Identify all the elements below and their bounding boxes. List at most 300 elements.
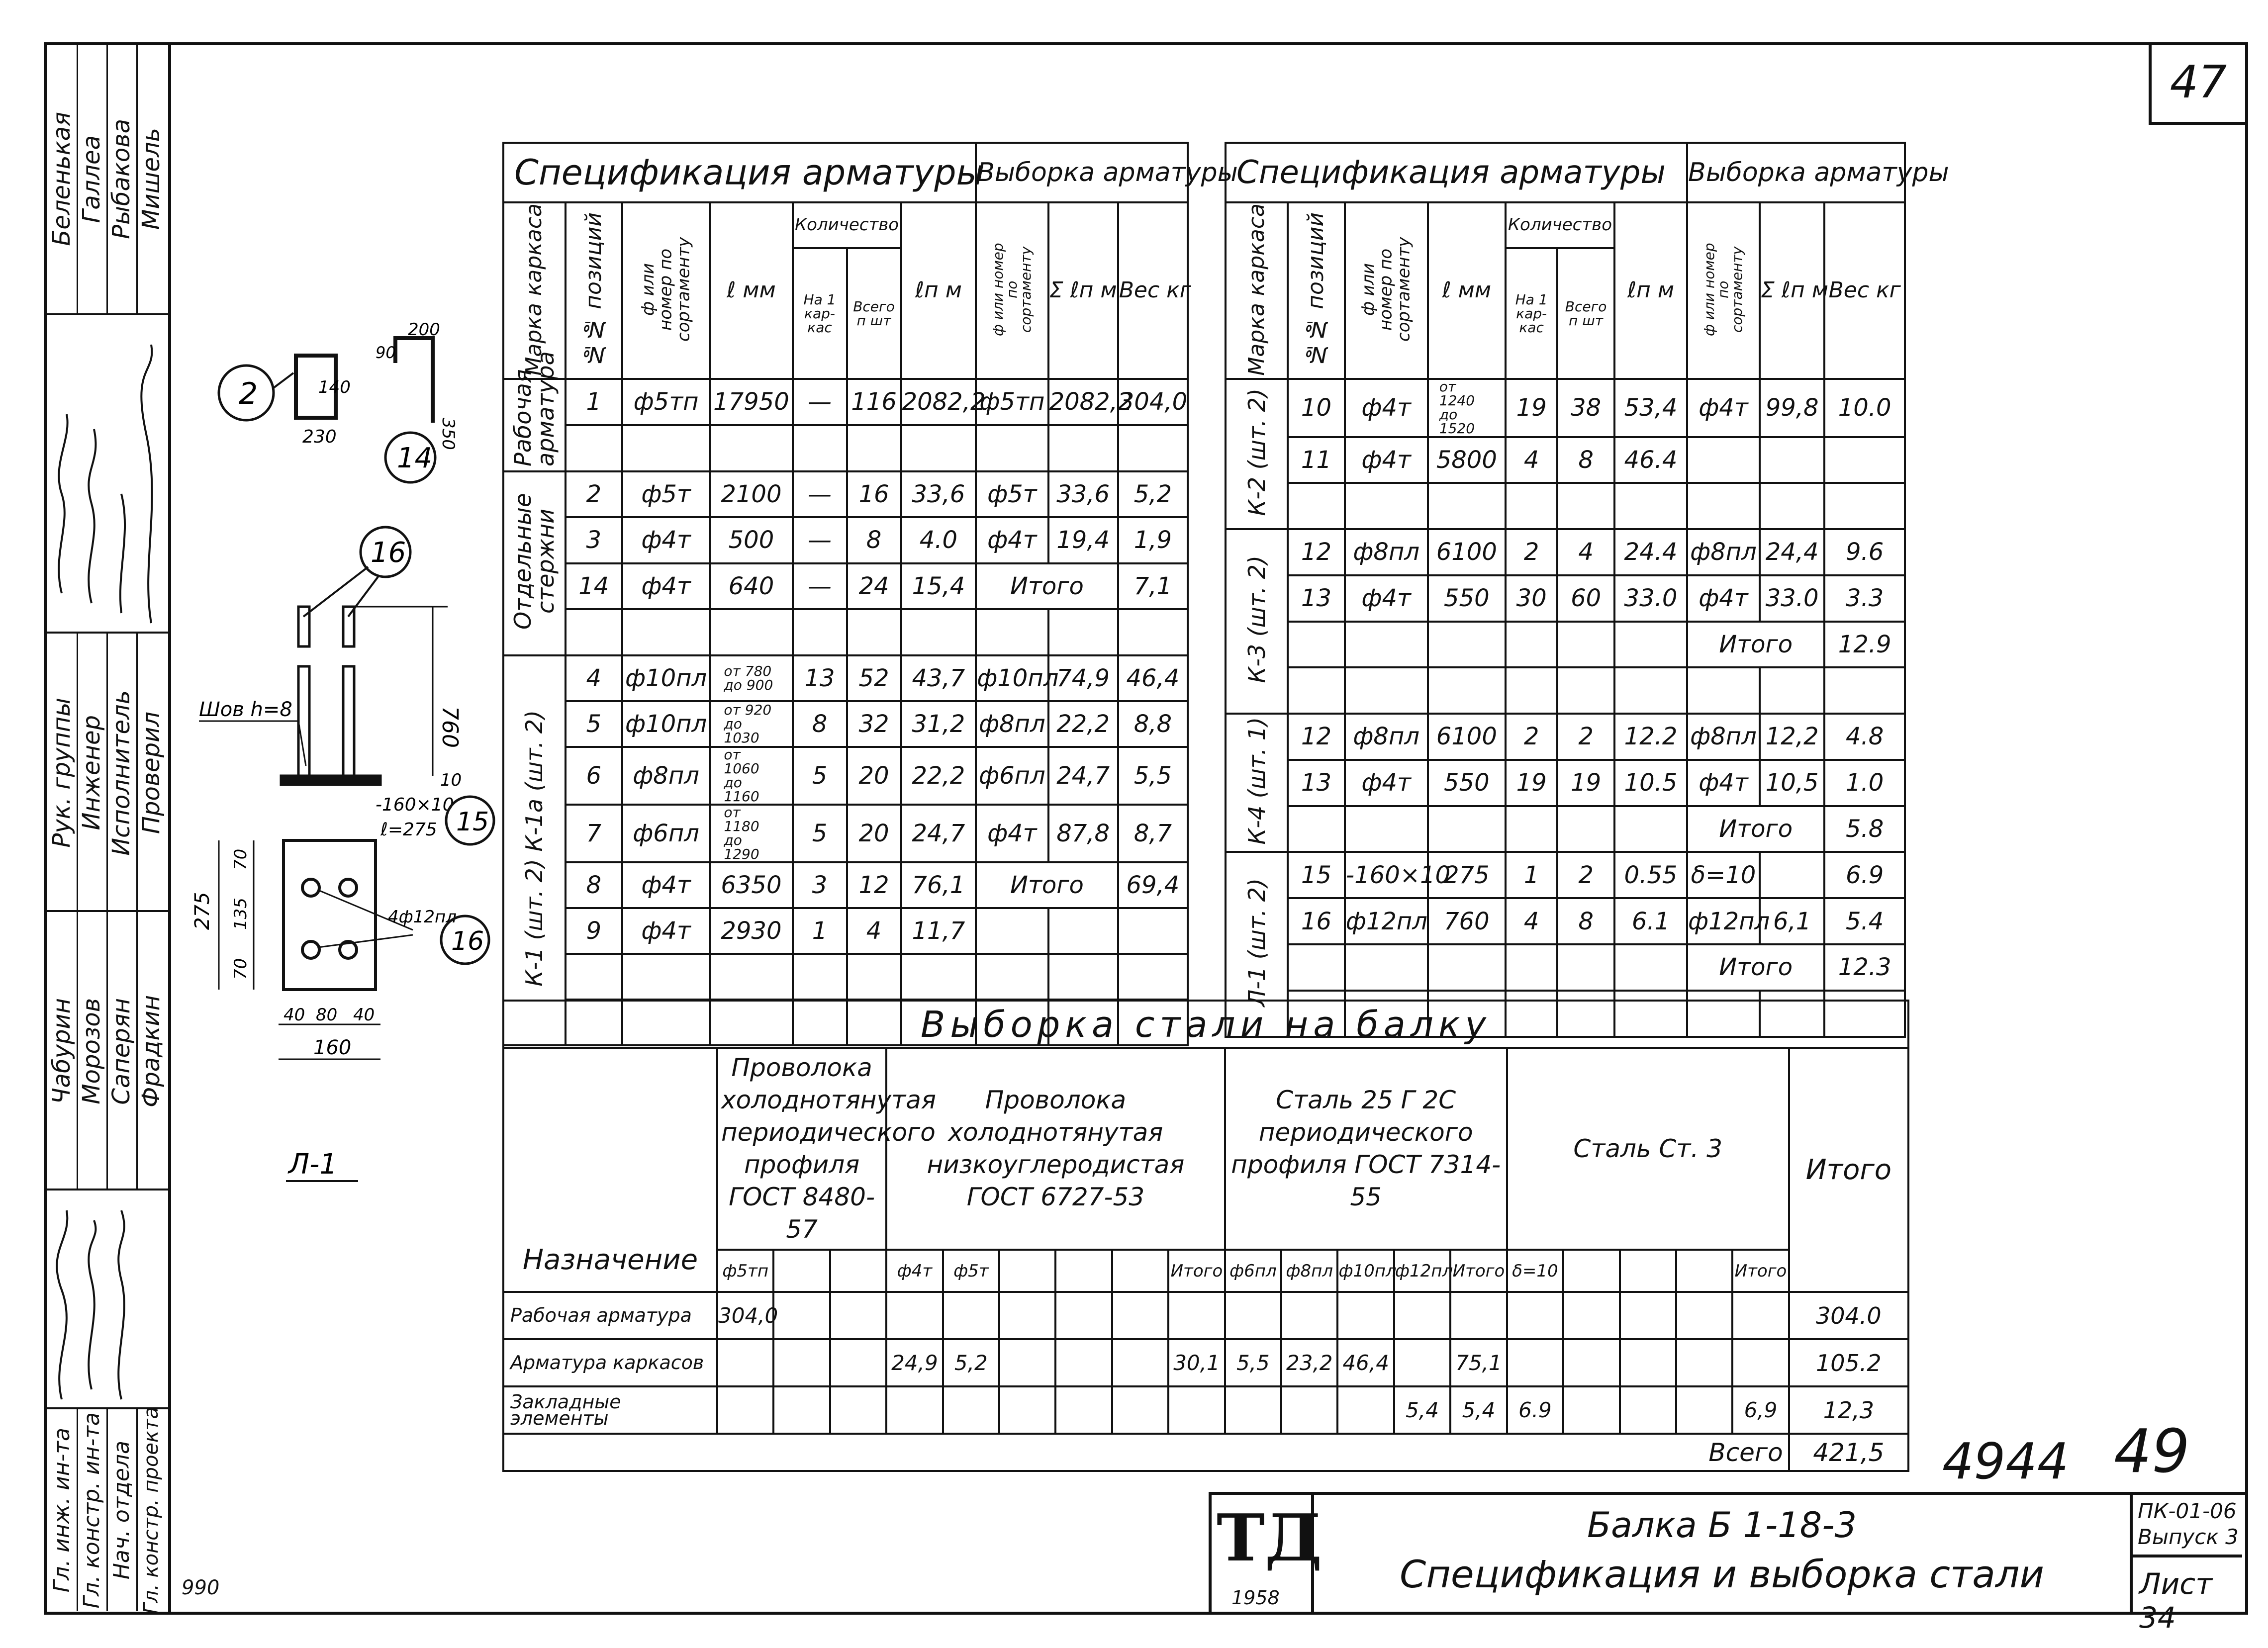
v-mass: 5,5 [1134,761,1172,790]
v-sum: 19,4 [1056,526,1110,554]
hdr-qty-all: Всего п шт [853,298,895,329]
row-total: 304.0 [1815,1302,1882,1329]
spec-row [1226,667,1905,714]
hdr-marka: Марка каркаса [521,203,547,376]
v-diameter: ф4т [1699,769,1748,797]
qty-total: 38 [1571,394,1602,422]
row-value: 6,9 [1744,1398,1778,1422]
stamp-name: Мишель [137,128,165,230]
title-block [1209,1492,2245,1635]
length: от 1060 до 1160 [724,746,759,805]
qty-total: 12 [858,871,889,899]
part14-dim-b: 90 [376,343,396,362]
sub-header: Итого [1452,1261,1505,1281]
part2-dim-h: 140 [318,377,351,397]
v-mass: 5.4 [1845,907,1884,935]
v-sum: 6,1 [1773,907,1811,935]
length: 760 [1443,907,1490,935]
diameter: ф4т [1361,769,1411,797]
position-number: 6 [586,761,601,790]
row-value: 30,1 [1173,1351,1220,1375]
spec-row [1226,622,1905,668]
sub-header: ф5т [953,1261,989,1281]
length: 6100 [1436,723,1497,751]
spec-row [503,471,1188,518]
grand-label: Всего [1708,1438,1783,1467]
v-mass: 7,1 [1134,572,1172,600]
row-value: 24,9 [891,1351,938,1375]
length: 2100 [721,480,782,508]
sheet-number: Лист 34 [2139,1567,2212,1635]
length: 500 [728,526,774,554]
qty-per-frame: — [808,388,832,416]
diameter: ф4т [641,526,691,554]
spec-row [503,908,1188,954]
position-number: 12 [1301,723,1331,751]
group-steel-st3: Сталь Ст. 3 [1573,1134,1723,1163]
row-purpose: Рабочая арматура [510,1304,692,1327]
spec-left-vyborka-title: Выборка арматуры [977,157,1238,187]
steel-row [503,1386,1908,1434]
stamp-name: Беленькая [48,112,76,246]
v-mass: 3.3 [1845,584,1884,613]
left-stamp [47,45,168,1614]
total-length: 22,2 [912,761,965,790]
row-value: 5,5 [1236,1351,1270,1375]
position-number: 8 [586,871,601,899]
qty-total: 16 [858,480,889,508]
sub-header: ф5тп [722,1261,769,1281]
sub-header: ф6пл [1229,1261,1277,1281]
logo-box [1212,1495,1323,1612]
total-length: 11,7 [912,916,965,945]
subtotal-label: Итого [1719,953,1793,982]
v-sum: 10,5 [1765,769,1819,797]
qty-per-frame: 5 [812,819,828,847]
v-mass: 8,8 [1134,710,1172,738]
length: 17950 [713,388,789,416]
diameter: ф4т [1361,584,1411,613]
dim-135: 135 [231,898,251,930]
stamp-name: Рыбакова [107,119,135,239]
spec-row [503,517,1188,563]
v-diameter: ф6пл [979,761,1045,790]
spec-row [503,563,1188,610]
hdr-qty: Количество [1508,215,1612,235]
spec-row [503,655,1188,701]
group-label: К-2 (шт. 2) [1243,388,1270,516]
logo-td: ТД [1217,1500,1323,1576]
v-mass: 1,9 [1134,526,1172,554]
row-value: 5,4 [1462,1398,1496,1422]
total-length: 43,7 [912,664,965,692]
v-diameter: ф8пл [1690,538,1757,566]
v-diameter: δ=10 [1691,861,1756,889]
stamp-name: Галлеа [78,135,105,223]
signatures-top [47,313,168,633]
total-length: 10.5 [1624,769,1678,797]
qty-per-frame: 5 [812,761,828,790]
position-number: 5 [586,710,601,738]
subtotal-label: Итого [1719,630,1793,658]
row-total: 105.2 [1815,1349,1882,1376]
v-mass: 4.8 [1845,723,1884,751]
dim-40a: 40 [284,1005,305,1025]
qty-per-frame: 19 [1516,769,1547,797]
stamp-role: Гл. констр. ин-та [79,1412,104,1609]
hdr-v-diam: ф или номер по сортаменту [989,243,1034,337]
vyborka-steel-table [502,1000,1909,1472]
qty-total: 20 [858,819,889,847]
sub-header: ф4т [897,1261,933,1281]
qty-total: 19 [1571,769,1602,797]
stamp-role: Нач. отдела [108,1441,134,1580]
v-sum: 12,2 [1765,723,1819,751]
row-value: 6.9 [1518,1398,1552,1422]
dim-70b: 70 [231,958,251,980]
stamp-role: Проверил [137,711,165,834]
qty-per-frame: 8 [812,710,828,738]
part14-dim-c: 350 [438,418,458,450]
diameter: ф4т [641,871,691,899]
position-number: 2 [586,480,601,508]
position-number: 12 [1301,538,1331,566]
v-diameter: ф4т [987,526,1037,554]
dim-760: 760 [437,706,463,748]
qty-per-frame: — [808,572,832,600]
part2-label: 2 [239,376,258,411]
diameter: ф4т [641,916,691,945]
qty-per-frame: 19 [1516,394,1547,422]
dim-10: 10 [440,770,462,790]
part16-label: 16 [371,537,406,569]
v-sum: 33,6 [1056,480,1110,508]
hdr-ln: ℓп м [1627,277,1675,303]
bars-callout: 16 [451,926,484,956]
qty-per-frame: 30 [1516,584,1547,613]
position-number: 16 [1301,907,1331,935]
v-sum: 24,4 [1765,538,1819,566]
page-number-box [2149,42,2245,125]
hdr-v-sum: Σ ℓп м [1049,277,1117,303]
v-diameter: ф5т [987,480,1037,508]
total-length: 2082,2 [902,388,986,416]
total-length: 76,1 [912,871,965,899]
sub-header: Итого [1734,1261,1787,1281]
diameter: ф10пл [625,710,707,738]
spec-row [1226,483,1905,529]
dim-275: 275 [191,892,214,930]
row-value: 5,4 [1406,1398,1439,1422]
hdr-qty-one: На 1 кар-кас [803,291,836,336]
diameter: ф4т [1361,446,1411,474]
spec-row [503,379,1188,425]
title-line-2: Спецификация и выборка стали [1400,1552,2044,1596]
spec-row [1226,898,1905,944]
handwritten-number-1: 4944 [1942,1432,2069,1490]
steel-row [503,1339,1908,1386]
spec-row [503,805,1188,862]
group-label: К-4 (шт. 1) [1243,717,1270,845]
v-mass: 9.6 [1845,538,1884,566]
plate-len: ℓ=275 [380,820,437,840]
issue: Выпуск 3 [2138,1525,2239,1549]
row-total: 12,3 [1823,1396,1875,1424]
v-diameter: ф8пл [979,710,1045,738]
handwritten-number-2: 49 [2114,1417,2190,1486]
position-number: 11 [1301,446,1331,474]
v-mass: 6.9 [1845,861,1884,889]
weld-label: Шов h=8 [199,698,292,721]
hdr-diam: ф или номер по сортаменту [1358,237,1414,342]
sub-header: ф8пл [1286,1261,1333,1281]
spec-row [1226,714,1905,760]
row-value: 46,4 [1342,1351,1389,1375]
row-value: 5,2 [954,1351,988,1375]
bars-label: 4ф12пл [388,907,457,927]
v-mass: 304,0 [1119,388,1188,416]
spec-row [503,954,1188,1000]
sketch-caption: Л-1 [288,1148,337,1181]
position-number: 9 [586,916,601,945]
total-length: 0.55 [1624,861,1678,889]
total-length: 24.4 [1624,538,1678,566]
group-wire-periodic: Проволока холоднотянутая периодического профиля ГОСТ 8480-57 [721,1053,936,1244]
hdr-v-mass: Вес кг [1119,277,1191,303]
total-length: 53,4 [1624,394,1678,422]
spec-row [1226,760,1905,806]
length: 6350 [721,871,782,899]
v-sum: 24,7 [1056,761,1110,790]
group-label: Отдельные стержни [509,493,560,630]
position-number: 4 [586,664,601,692]
grand-total: 421,5 [1813,1438,1885,1467]
group-label: Л-1 (шт. 2) [1243,878,1270,1007]
hdr-qty: Количество [794,215,899,235]
qty-total: 8 [866,526,882,554]
spec-row [503,609,1188,655]
hdr-l: ℓ мм [1442,277,1492,303]
qty-per-frame: — [808,480,832,508]
diameter: ф8пл [1353,538,1420,566]
sub-header: Итого [1170,1261,1223,1281]
part14-label: 14 [397,442,433,474]
spec-row [1226,944,1905,991]
qty-total: 52 [858,664,889,692]
series: ПК-01-06 [2138,1499,2237,1523]
v-diameter: ф4т [1699,584,1748,613]
total-length: 24,7 [912,819,965,847]
diameter: ф5т [641,480,691,508]
group-wire-lowcarbon: Проволока холоднотянутая низкоуглеродистая ГОСТ 6727-53 [927,1086,1185,1211]
v-diameter: ф4т [1699,394,1748,422]
row-value: 304,0 [718,1303,778,1328]
position-number: 14 [578,572,609,600]
position-number: 15 [1301,861,1331,889]
hdr-l: ℓ мм [727,277,776,303]
diameter: ф8пл [633,761,699,790]
stamp-role: Гл. констр. проекта [140,1406,163,1614]
qty-total: 60 [1571,584,1602,613]
spec-left-title: Спецификация арматуры [514,152,984,193]
col-purpose: Назначение [522,1244,698,1276]
plate-callout: 15 [456,807,489,837]
v-mass: 5,2 [1134,480,1172,508]
diameter: ф12пл [1345,907,1427,935]
length: 550 [1443,769,1490,797]
v-mass: 1.0 [1845,769,1884,797]
v-mass: 12.3 [1838,953,1891,982]
stamp-name: Морозов [78,998,105,1104]
stamp-role: Рук. группы [48,698,76,848]
v-mass: 8,7 [1134,819,1172,847]
position-number: 13 [1301,584,1331,613]
qty-per-frame: 1 [812,916,828,945]
spec-right-vyborka-title: Выборка арматуры [1688,157,1949,187]
hdr-v-mass: Вес кг [1828,277,1901,303]
v-diameter: ф4т [987,819,1037,847]
spec-row [1226,379,1905,437]
row-purpose: Закладные элементы [510,1391,621,1429]
qty-per-frame: 4 [1523,446,1539,474]
v-diameter: ф5тп [979,388,1045,416]
total-length: 4.0 [919,526,958,554]
spec-row [1226,806,1905,852]
part14-dim-a: 200 [408,320,440,340]
spec-row [1226,852,1905,898]
signatures-bottom [47,1189,168,1409]
bottom-left-code: 990 [182,1576,220,1599]
v-diameter: ф10пл [977,664,1059,692]
spec-row [503,747,1188,805]
stamp-name: Фрадкин [137,995,165,1107]
qty-per-frame: 2 [1523,723,1539,751]
qty-per-frame: 3 [812,871,828,899]
plate-label: -160×10 [376,795,454,815]
v-sum: 74,9 [1056,664,1110,692]
length: от 780 до 900 [724,662,773,693]
v-mass: 10.0 [1838,394,1891,422]
hdr-diam: ф или номер по сортаменту [638,237,693,342]
subtotal-label: Итого [1010,871,1084,899]
col-total: Итого [1805,1154,1892,1186]
hdr-ln: ℓп м [915,277,962,303]
stamp-name: Саперян [107,998,135,1105]
title-line-1: Балка Б 1-18-3 [1587,1505,1857,1546]
position-number: 10 [1301,394,1331,422]
length: 640 [728,572,774,600]
spec-row [1226,529,1905,575]
stamp-role: Гл. инж. ин-та [49,1428,75,1593]
dim-80: 80 [316,1005,338,1025]
qty-per-frame: 13 [804,664,835,692]
qty-total: 24 [858,572,889,600]
qty-per-frame: 2 [1523,538,1539,566]
qty-total: 116 [851,388,897,416]
qty-per-frame: 4 [1523,907,1539,935]
v-mass: 69,4 [1126,871,1180,899]
position-number: 1 [586,388,601,416]
row-value: 75,1 [1455,1351,1502,1375]
v-diameter: ф8пл [1690,723,1757,751]
v-sum: 87,8 [1056,819,1110,847]
dim-160: 160 [313,1036,352,1059]
qty-total: 4 [866,916,882,945]
length: 6100 [1436,538,1497,566]
total-length: 33,6 [912,480,965,508]
spec-row [503,862,1188,908]
steel-row [503,1292,1908,1339]
total-length: 33.0 [1624,584,1678,613]
diameter: ф4т [641,572,691,600]
qty-total: 8 [1578,446,1594,474]
detail-sketches [191,318,507,1213]
subtotal-label: Итого [1010,572,1084,600]
length: 275 [1443,861,1490,889]
total-length: 46.4 [1624,446,1678,474]
sub-header: ф10пл [1338,1261,1397,1281]
stamp-role: Инженер [78,715,105,830]
length: от 920 до 1030 [724,701,772,746]
v-mass: 46,4 [1126,664,1180,692]
subtotal-label: Итого [1719,815,1793,843]
stamp-role: Исполнитель [107,690,135,856]
total-length: 15,4 [912,572,965,600]
v-sum: 99,8 [1765,394,1819,422]
qty-per-frame: — [808,526,832,554]
length: от 1180 до 1290 [724,804,759,862]
qty-total: 8 [1578,907,1594,935]
diameter: ф6пл [633,819,699,847]
diameter: ф5тп [633,388,699,416]
sub-header: ф12пл [1395,1261,1453,1281]
position-number: 7 [586,819,601,847]
v-diameter: ф12пл [1688,907,1770,935]
hdr-marka: Марка каркаса [1243,203,1269,376]
spec-row [1226,575,1905,622]
part2-dim-w: 230 [302,427,337,447]
length: 5800 [1436,446,1497,474]
hdr-qty-all: Всего п шт [1565,298,1607,329]
hdr-nn: №№ позиций [580,212,606,367]
qty-total: 20 [858,761,889,790]
hdr-nn: №№ позиций [1303,212,1329,367]
spec-row [503,425,1188,471]
hdr-v-sum: Σ ℓп м [1760,277,1828,303]
stamp-name: Чабурин [48,998,76,1104]
v-mass: 12.9 [1838,630,1891,658]
total-length: 6.1 [1631,907,1670,935]
row-purpose: Арматура каркасов [510,1352,704,1374]
length: от 1240 до 1520 [1439,378,1475,437]
hdr-v-diam: ф или номер по сортаменту [1701,243,1745,337]
diameter: -160×10 [1345,861,1451,889]
group-label: К-1 (шт. 2) К-1а (шт. 2) [521,710,548,987]
group-label: К-3 (шт. 2) [1243,555,1270,683]
spec-row [503,701,1188,747]
group-steel-25g2s: Сталь 25 Г 2С периодического профиля ГОСТ 7314-55 [1231,1086,1501,1211]
spec-table-right [1225,142,1949,1038]
total-length: 31,2 [912,710,965,738]
group-label: Рабочая арматура [509,351,560,466]
v-sum: 22,2 [1056,710,1110,738]
diameter: ф10пл [625,664,707,692]
diameter: ф4т [1361,394,1411,422]
hdr-qty-one: На 1 кар-кас [1515,291,1548,336]
position-number: 3 [586,526,601,554]
position-number: 13 [1301,769,1331,797]
qty-total: 2 [1578,861,1594,889]
